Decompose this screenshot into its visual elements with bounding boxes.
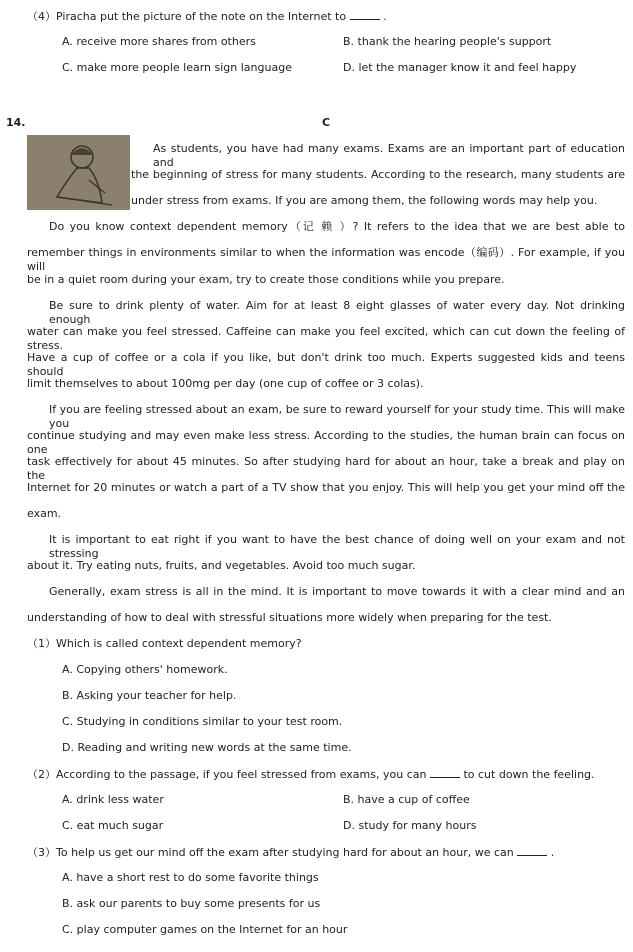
q3-option-c: C. play computer games on the Internet for an hour [62,923,348,936]
student-studying-photo [27,135,130,210]
q2-option-d: D. study for many hours [343,819,477,832]
q1-option-b: B. Asking your teacher for help. [62,689,237,702]
q3-option-b: B. ask our parents to buy some presents for us [62,897,321,910]
q2-option-a: A. drink less water [62,793,164,806]
passage-p2-line2: remember things in environments similar to when the information was encode（编码）. For example, if you will [27,246,625,273]
passage-p3-line2: water can make you feel stressed. Caffeine can make you feel excited, which can cut down the feeling of stress. [27,325,625,352]
q3-stem: （3）To help us get our mind off the exam after studying hard for about an hour, we can . [27,846,555,859]
passage-p3-line3: Have a cup of coffee or a cola if you like, but don't drink too much. Experts suggested kids and teens should [27,351,625,378]
passage-p1-line3: under stress from exams. If you are among them, the following words may help you. [131,194,598,207]
prev-q4-option-d: D. let the manager know it and feel happy [343,61,577,74]
passage-p1-line1: As students, you have had many exams. Exams are an important part of education and [153,142,625,169]
answer-blank [350,9,380,20]
q3-option-a: A. have a short rest to do some favorite things [62,871,319,884]
passage-p4-line2: continue studying and may even make less stress. According to the studies, the human brain can focus on one [27,429,625,456]
answer-blank [517,845,547,856]
passage-p6-line1: Generally, exam stress is all in the mind. It is important to move towards it with a clear mind and an [49,585,625,598]
q2-stem: （2）According to the passage, if you feel stressed from exams, you can to cut down the feeling. [27,768,595,781]
passage-p5-line2: about it. Try eating nuts, fruits, and vegetables. Avoid too much sugar. [27,559,416,572]
question-number: 14. [6,116,26,129]
q2-option-b: B. have a cup of coffee [343,793,470,806]
q1-option-a: A. Copying others' homework. [62,663,228,676]
passage-p4-line1: If you are feeling stressed about an exam, be sure to reward yourself for your study time. This will make you [49,403,625,430]
passage-p1-line2: the beginning of stress for many students. According to the research, many students are [131,168,625,181]
q1-option-c: C. Studying in conditions similar to your test room. [62,715,343,728]
prev-q4-option-a: A. receive more shares from others [62,35,256,48]
prev-q4-option-c: C. make more people learn sign language [62,61,292,74]
passage-p6-line2: understanding of how to deal with stressful situations more widely when preparing for the test. [27,611,552,624]
q1-stem: （1）Which is called context dependent memory? [27,637,302,650]
q1-option-d: D. Reading and writing new words at the same time. [62,741,352,754]
prev-q4-option-b: B. thank the hearing people's support [343,35,552,48]
passage-p3-line4: limit themselves to about 100mg per day (one cup of coffee or 3 colas). [27,377,424,390]
passage-p2-line1: Do you know context dependent memory（记 赖 ）? It refers to the idea that we are best able to [49,220,625,233]
passage-p2-line3: be in a quiet room during your exam, try to create those conditions while you prepare. [27,273,505,286]
passage-p4-line3: task effectively for about 45 minutes. So after studying hard for about an hour, take a break and play on the [27,455,625,482]
passage-p4-line4: Internet for 20 minutes or watch a part of a TV show that you enjoy. This will help you get your mind off the [27,481,625,494]
student-drawing-icon [27,135,130,210]
q2-option-c: C. eat much sugar [62,819,164,832]
prev-q4-stem: （4）Piracha put the picture of the note on the Internet to . [27,10,387,23]
section-label: C [322,116,331,129]
answer-blank [430,767,460,778]
passage-p3-line1: Be sure to drink plenty of water. Aim for at least 8 eight glasses of water every day. Not drinking enough [49,299,625,326]
passage-p4-line5: exam. [27,507,62,520]
passage-p5-line1: It is important to eat right if you want to have the best chance of doing well on your exam and not stressing [49,533,625,560]
